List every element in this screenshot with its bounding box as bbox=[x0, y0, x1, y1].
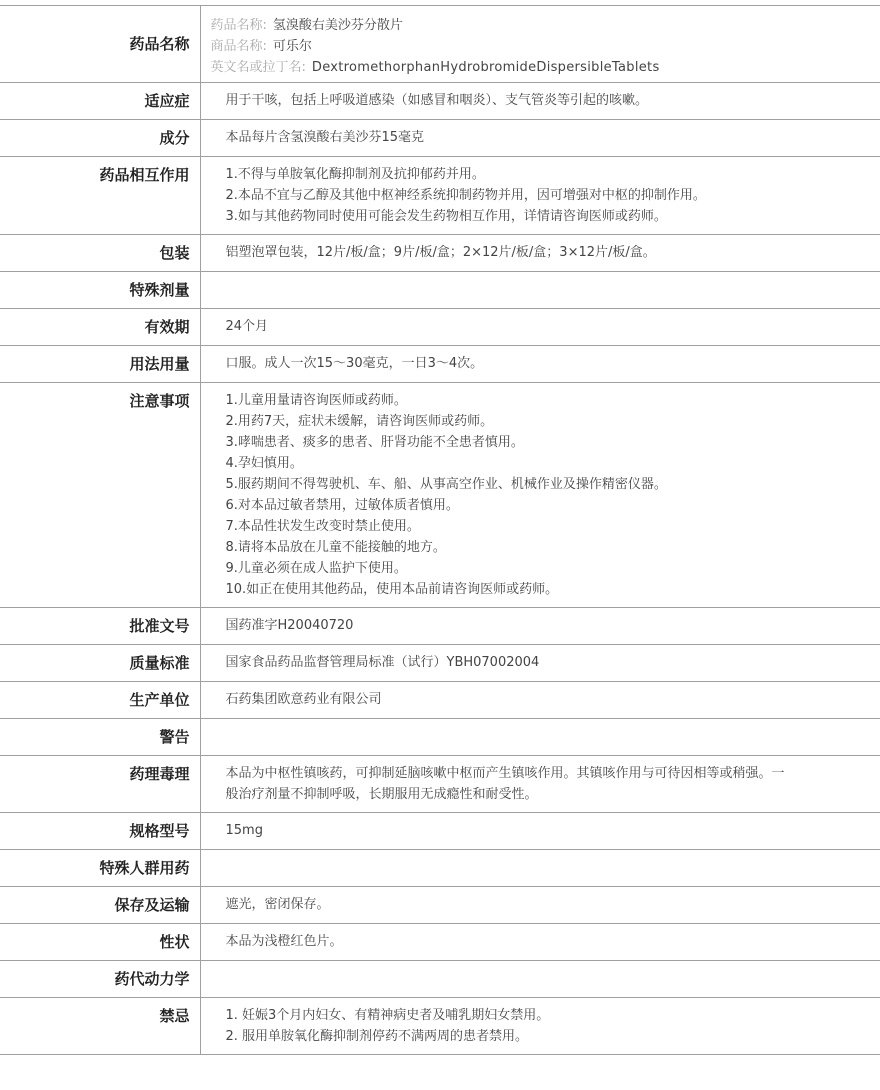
row-value bbox=[200, 924, 880, 961]
value-line: 3.哮喘患者、痰多的患者、肝肾功能不全患者慎用。 bbox=[225, 435, 524, 450]
table-row bbox=[0, 682, 880, 719]
row-label: 药代动力学 bbox=[0, 961, 200, 998]
row-label: 禁忌 bbox=[0, 998, 200, 1055]
table-row bbox=[0, 756, 880, 813]
english-name-line bbox=[211, 57, 871, 78]
value-line: 1.不得与单胺氧化酶抑制剂及抗抑郁药并用。 bbox=[225, 167, 485, 182]
value-line: 4.孕妇慎用。 bbox=[225, 456, 303, 471]
row-value bbox=[200, 998, 880, 1055]
drug-info-table bbox=[0, 5, 880, 1055]
row-label: 特殊剂量 bbox=[0, 272, 200, 309]
row-label: 药品相互作用 bbox=[0, 157, 200, 235]
value-line: 5.服药期间不得驾驶机、车、船、从事高空作业、机械作业及操作精密仪器。 bbox=[225, 477, 667, 492]
table-row bbox=[0, 235, 880, 272]
table-row bbox=[0, 346, 880, 383]
table-row bbox=[0, 83, 880, 120]
value-line: 口服。成人一次15～30毫克，一日3～4次。 bbox=[225, 356, 484, 371]
brand-name-line bbox=[211, 36, 871, 57]
row-label: 质量标准 bbox=[0, 645, 200, 682]
value-line: 2. 服用单胺氧化酶抑制剂停药不满两周的患者禁用。 bbox=[225, 1029, 529, 1044]
value-line: 10.如正在使用其他药品，使用本品前请咨询医师或药师。 bbox=[225, 582, 559, 597]
row-label: 用法用量 bbox=[0, 346, 200, 383]
value-line: 2.本品不宜与乙醇及其他中枢神经系统抑制药物并用，因可增强对中枢的抑制作用。 bbox=[225, 188, 706, 203]
row-value bbox=[200, 645, 880, 682]
value-line: 本品为浅橙红色片。 bbox=[225, 934, 343, 949]
table-row bbox=[0, 383, 880, 608]
table-row bbox=[0, 998, 880, 1055]
table-row bbox=[0, 887, 880, 924]
row-label: 批准文号 bbox=[0, 608, 200, 645]
drug-name-info bbox=[200, 6, 880, 83]
row-label: 适应症 bbox=[0, 83, 200, 120]
value-line: 15mg bbox=[225, 823, 263, 838]
row-label: 性状 bbox=[0, 924, 200, 961]
row-value bbox=[200, 235, 880, 272]
value-line: 6.对本品过敏者禁用，过敏体质者慎用。 bbox=[225, 498, 459, 513]
row-value bbox=[200, 850, 880, 887]
table-row bbox=[0, 961, 880, 998]
row-label: 成分 bbox=[0, 120, 200, 157]
row-label: 特殊人群用药 bbox=[0, 850, 200, 887]
row-value bbox=[200, 756, 880, 813]
brand-name-value: 可乐尔 bbox=[272, 39, 312, 54]
value-line: 3.如与其他药物同时使用可能会发生药物相互作用，详情请咨询医师或药师。 bbox=[225, 209, 667, 224]
value-line: 国家食品药品监督管理局标准（试行）YBH07002004 bbox=[225, 655, 540, 670]
row-value bbox=[200, 961, 880, 998]
row-label: 药理毒理 bbox=[0, 756, 200, 813]
english-name-label: 英文名或拉丁名: bbox=[210, 60, 306, 75]
row-value bbox=[200, 157, 880, 235]
row-label: 警告 bbox=[0, 719, 200, 756]
table-row bbox=[0, 272, 880, 309]
value-line: 用于干咳，包括上呼吸道感染（如感冒和咽炎）、支气管炎等引起的咳嗽。 bbox=[225, 93, 649, 108]
drug-info-body bbox=[0, 6, 880, 1055]
row-value bbox=[200, 608, 880, 645]
value-line: 石药集团欧意药业有限公司 bbox=[225, 692, 382, 707]
table-row bbox=[0, 850, 880, 887]
row-label: 规格型号 bbox=[0, 813, 200, 850]
english-name-value: DextromethorphanHydrobromideDispersibleTablets bbox=[311, 60, 660, 75]
row-label: 保存及运输 bbox=[0, 887, 200, 924]
row-value bbox=[200, 383, 880, 608]
row-value bbox=[200, 83, 880, 120]
generic-name-line bbox=[211, 15, 871, 36]
value-line: 本品每片含氢溴酸右美沙芬15毫克 bbox=[225, 130, 425, 145]
value-line: 1.儿童用量请咨询医师或药师。 bbox=[225, 393, 407, 408]
value-line: 9.儿童必须在成人监护下使用。 bbox=[225, 561, 407, 576]
table-row-drug-name bbox=[0, 6, 880, 83]
row-label: 注意事项 bbox=[0, 383, 200, 608]
table-row bbox=[0, 608, 880, 645]
table-row bbox=[0, 157, 880, 235]
row-value bbox=[200, 813, 880, 850]
row-label: 有效期 bbox=[0, 309, 200, 346]
row-label: 包装 bbox=[0, 235, 200, 272]
value-line: 24个月 bbox=[225, 319, 269, 334]
table-row bbox=[0, 813, 880, 850]
table-row bbox=[0, 645, 880, 682]
row-value bbox=[200, 309, 880, 346]
generic-name-label: 药品名称: bbox=[210, 18, 267, 33]
value-line: 1. 妊娠3个月内妇女、有精神病史者及哺乳期妇女禁用。 bbox=[225, 1008, 550, 1023]
row-value bbox=[200, 719, 880, 756]
value-line: 8.请将本品放在儿童不能接触的地方。 bbox=[225, 540, 446, 555]
row-label: 生产单位 bbox=[0, 682, 200, 719]
row-value bbox=[200, 120, 880, 157]
generic-name-value: 氢溴酸右美沙芬分散片 bbox=[272, 18, 403, 33]
table-row bbox=[0, 309, 880, 346]
value-line: 本品为中枢性镇咳药，可抑制延脑咳嗽中枢而产生镇咳作用。其镇咳作用与可待因相等或稍强。一般治疗剂量不抑制呼吸，长期服用无成瘾性和耐受性。 bbox=[225, 766, 785, 802]
row-value bbox=[200, 272, 880, 309]
table-row bbox=[0, 924, 880, 961]
row-label-drug-name: 药品名称 bbox=[0, 6, 200, 83]
value-line: 7.本品性状发生改变时禁止使用。 bbox=[225, 519, 420, 534]
value-line: 国药准字H20040720 bbox=[225, 618, 354, 633]
row-value bbox=[200, 887, 880, 924]
row-value bbox=[200, 346, 880, 383]
value-line: 遮光，密闭保存。 bbox=[225, 897, 330, 912]
table-row bbox=[0, 719, 880, 756]
value-line: 铝塑泡罩包装，12片/板/盒；9片/板/盒；2×12片/板/盒；3×12片/板/盒。 bbox=[225, 245, 656, 260]
brand-name-label: 商品名称: bbox=[210, 39, 267, 54]
value-line: 2.用药7天，症状未缓解，请咨询医师或药师。 bbox=[225, 414, 494, 429]
table-row bbox=[0, 120, 880, 157]
row-value bbox=[200, 682, 880, 719]
